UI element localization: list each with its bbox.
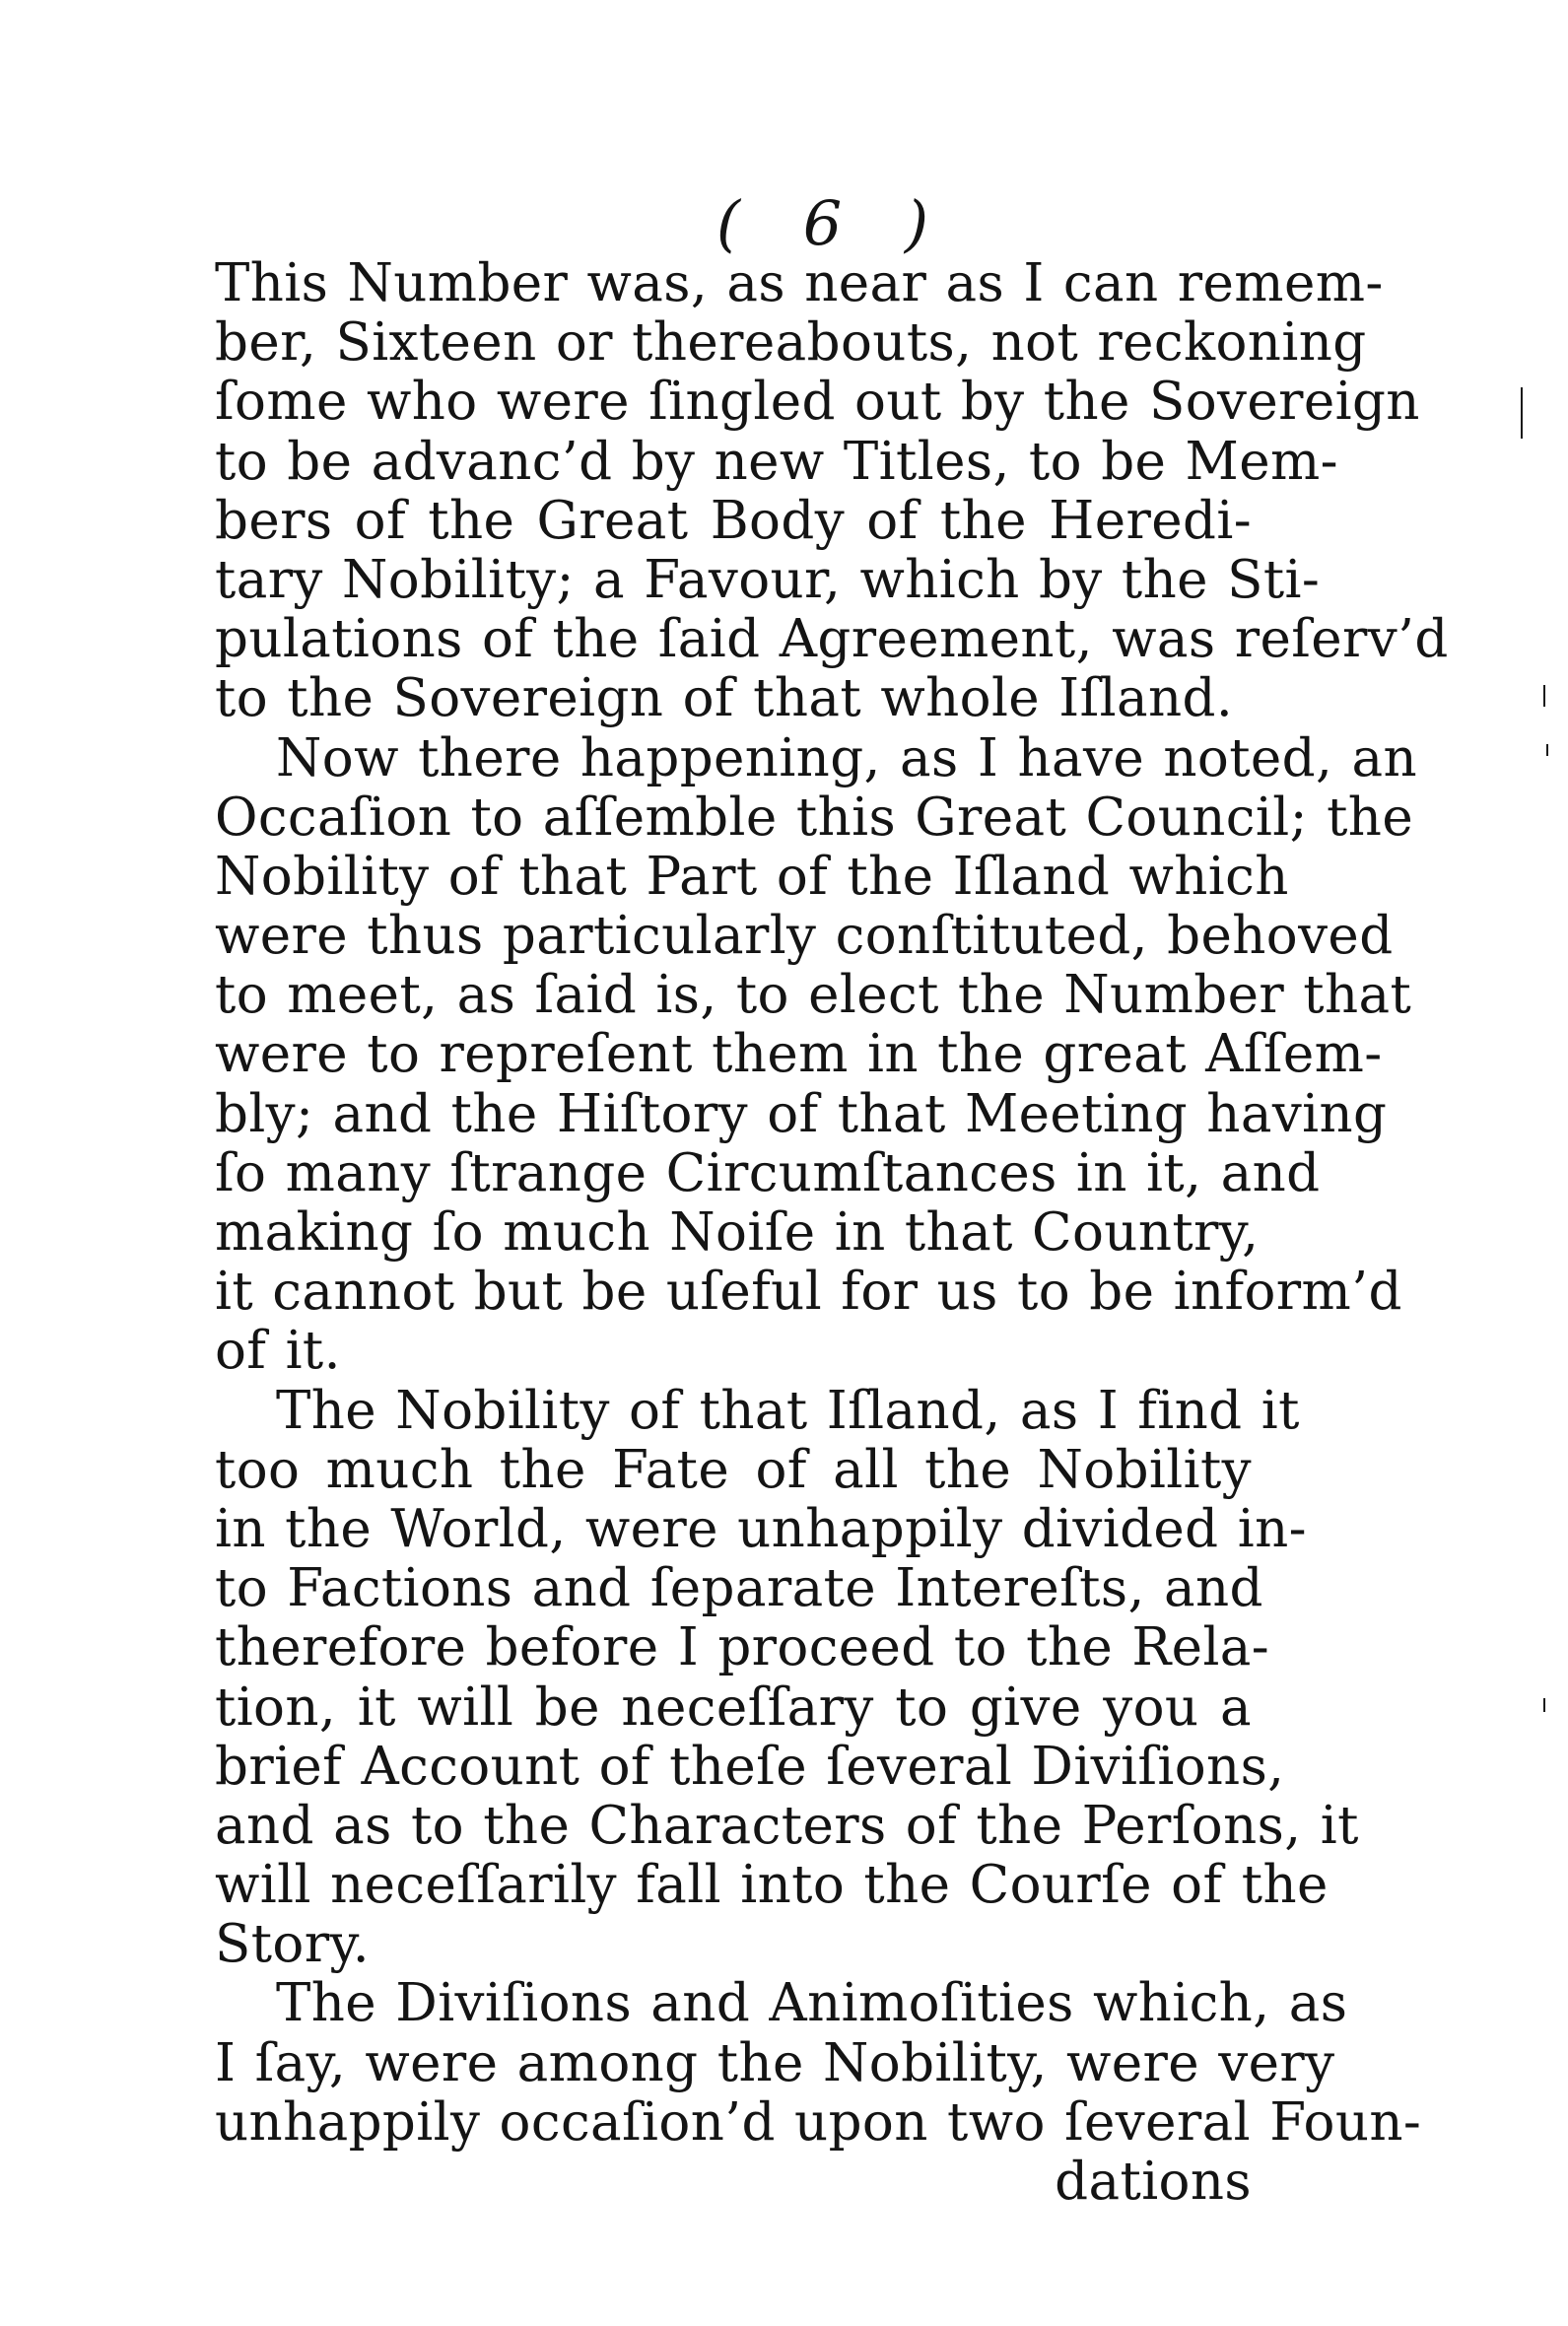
scan-artifact [1521, 387, 1523, 439]
text-line: tion, it will be neceſſary to give you a [215, 1676, 1252, 1738]
text-line: in the World, were unhappily divided in- [215, 1498, 1307, 1559]
text-line: were to repreſent them in the great Aſſem- [215, 1024, 1383, 1085]
text-line: and as to the Characters of the Perſons, it [215, 1795, 1359, 1856]
text-line: Story. [215, 1914, 371, 1975]
text-line: ſo many ſtrange Circumſtances in it, and [215, 1142, 1321, 1203]
text-line: The Nobility of that Iſland, as I find it [276, 1380, 1300, 1441]
text-line: Nobility of that Part of the Iſland which [215, 846, 1289, 907]
text-line: to the Sovereign of that whole Iſland. [215, 668, 1234, 729]
text-line: too much the Fate of all the Nobility [215, 1439, 1252, 1500]
text-line: will neceſſarily fall into the Courſe of the [215, 1855, 1329, 1916]
text-line: I ſay, were among the Nobility, were very [215, 2032, 1335, 2093]
text-line: pulations of the ſaid Agreement, was reſerv’d [215, 609, 1449, 670]
text-line: were thus particularly conſtituted, behoved [215, 906, 1394, 967]
text-line: to Factions and ſeparate Intereſts, and [215, 1558, 1263, 1619]
text-line: it cannot but be uſeful for us to be inform’d [215, 1262, 1402, 1323]
text-line: Now there happening, as I have noted, an [276, 727, 1418, 788]
text-line: This Number was, as near as I can remem- [215, 253, 1384, 313]
text-line: to be advanc’d by new Titles, to be Mem- [215, 431, 1338, 492]
catchword: dations [1055, 2152, 1252, 2212]
scan-artifact [1546, 744, 1548, 756]
scan-artifact [1543, 1698, 1545, 1712]
text-line: The Diviſions and Animoſities which, as [276, 1973, 1348, 2034]
text-line: ſome who were ſingled out by the Sovereign [215, 372, 1420, 433]
text-line: brief Account of theſe ſeveral Diviſions, [215, 1736, 1285, 1797]
text-line: Occaſion to aſſemble this Great Council; the [215, 787, 1414, 848]
text-line: ber, Sixteen or thereabouts, not reckoning [215, 312, 1367, 374]
body-text [215, 253, 1449, 2212]
text-line: unhappily occaſion’d upon two ſeveral Foun- [215, 2091, 1422, 2153]
text-line: making ſo much Noiſe in that Country, [215, 1202, 1260, 1263]
page-number: ( 6 ) [716, 187, 951, 259]
text-line: therefore before I proceed to the Rela- [215, 1617, 1270, 1678]
text-line: bly; and the Hiſtory of that Meeting having [215, 1083, 1388, 1144]
scan-artifact [1543, 685, 1545, 707]
text-line: to meet, as ſaid is, to elect the Number that [215, 965, 1412, 1026]
text-line: tary Nobility; a Favour, which by the Sti- [215, 549, 1321, 610]
text-line: bers of the Great Body of the Heredi- [215, 490, 1252, 551]
text-line: of it. [215, 1321, 341, 1382]
